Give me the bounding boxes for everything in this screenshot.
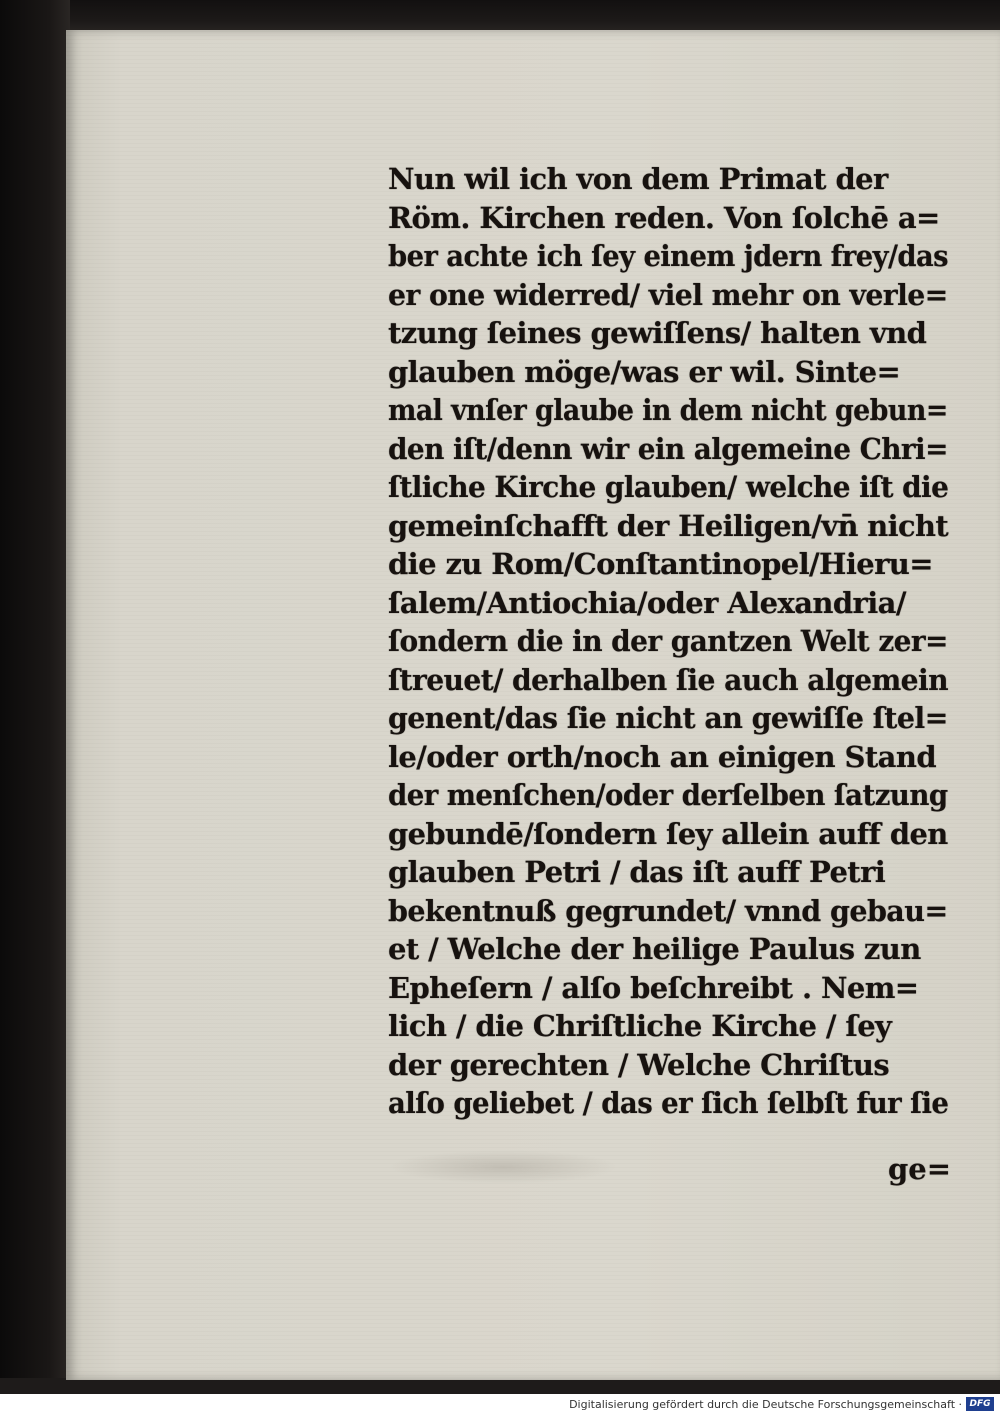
- text-line: tzung ſeines gewiſſens/ halten vnd: [388, 316, 927, 350]
- text-line: le/oder orth/noch an einigen Stand: [388, 739, 937, 774]
- text-line: et / Welche der heilige Paulus zun: [388, 932, 921, 966]
- scan-top-edge: [0, 0, 1000, 34]
- text-line: gemeinſchafft der Heiligen/vn̄ nicht: [388, 508, 949, 543]
- text-line: gebundē/ſondern ſey allein auff den: [388, 816, 948, 851]
- text-line: lich / die Chriſtliche Kirche / ſey: [388, 1009, 892, 1043]
- footer-credit: Digitalisierung gefördert durch die Deutsche Forschungsgemeinschaft ·: [569, 1398, 962, 1411]
- text-line: glauben Petri / das iſt auff Petri: [388, 855, 886, 889]
- text-line: glauben möge/was er wil. Sinte=: [388, 354, 901, 389]
- text-line: ſalem/Antiochia/oder Alexandria/: [388, 585, 906, 620]
- text-line: genent/das ſie nicht an gewiſſe ſtel=: [388, 701, 948, 735]
- text-line: Röm. Kirchen reden. Von ſolchē a=: [388, 200, 940, 235]
- text-line: er one widerred/ viel mehr on verle=: [388, 277, 948, 312]
- text-line: bekentnuß gegrundet/ vnnd gebau=: [388, 893, 948, 928]
- show-through-ink: [388, 1150, 618, 1184]
- text-line: ſtreuet/ derhalben ſie auch algemein: [388, 662, 948, 697]
- text-line: ſtliche Kirche glauben/ welche iſt die: [388, 470, 949, 504]
- catchword: ge=: [888, 1152, 952, 1186]
- dfg-logo-icon: DFG: [966, 1397, 994, 1411]
- text-line: der menſchen/oder derſelben ſatzung: [388, 778, 948, 812]
- book-page: [66, 30, 1000, 1380]
- text-line: die zu Rom/Conſtantinopel/Hieru=: [388, 547, 933, 581]
- text-line: mal vnſer glaube in dem nicht gebun=: [388, 393, 948, 427]
- page-text-block: [388, 160, 948, 1123]
- text-line: ſondern die in der gantzen Welt zer=: [388, 624, 948, 658]
- text-line: Nun wil ich von dem Primat der: [388, 162, 888, 196]
- text-line: alſo geliebet / das er ſich ſelbſt fur ſie: [388, 1086, 949, 1120]
- footer-bar: [0, 1394, 1000, 1416]
- text-line: den iſt/denn wir ein algemeine Chri=: [388, 431, 948, 466]
- scan-left-edge: [0, 0, 70, 1394]
- text-line: ber achte ich ſey einem jdern frey/das: [388, 239, 949, 273]
- text-line: der gerechten / Welche Chriſtus: [388, 1047, 890, 1082]
- text-line: Epheſern / alſo beſchreibt . Nem=: [388, 970, 919, 1005]
- scan-bottom-edge: [0, 1378, 1000, 1394]
